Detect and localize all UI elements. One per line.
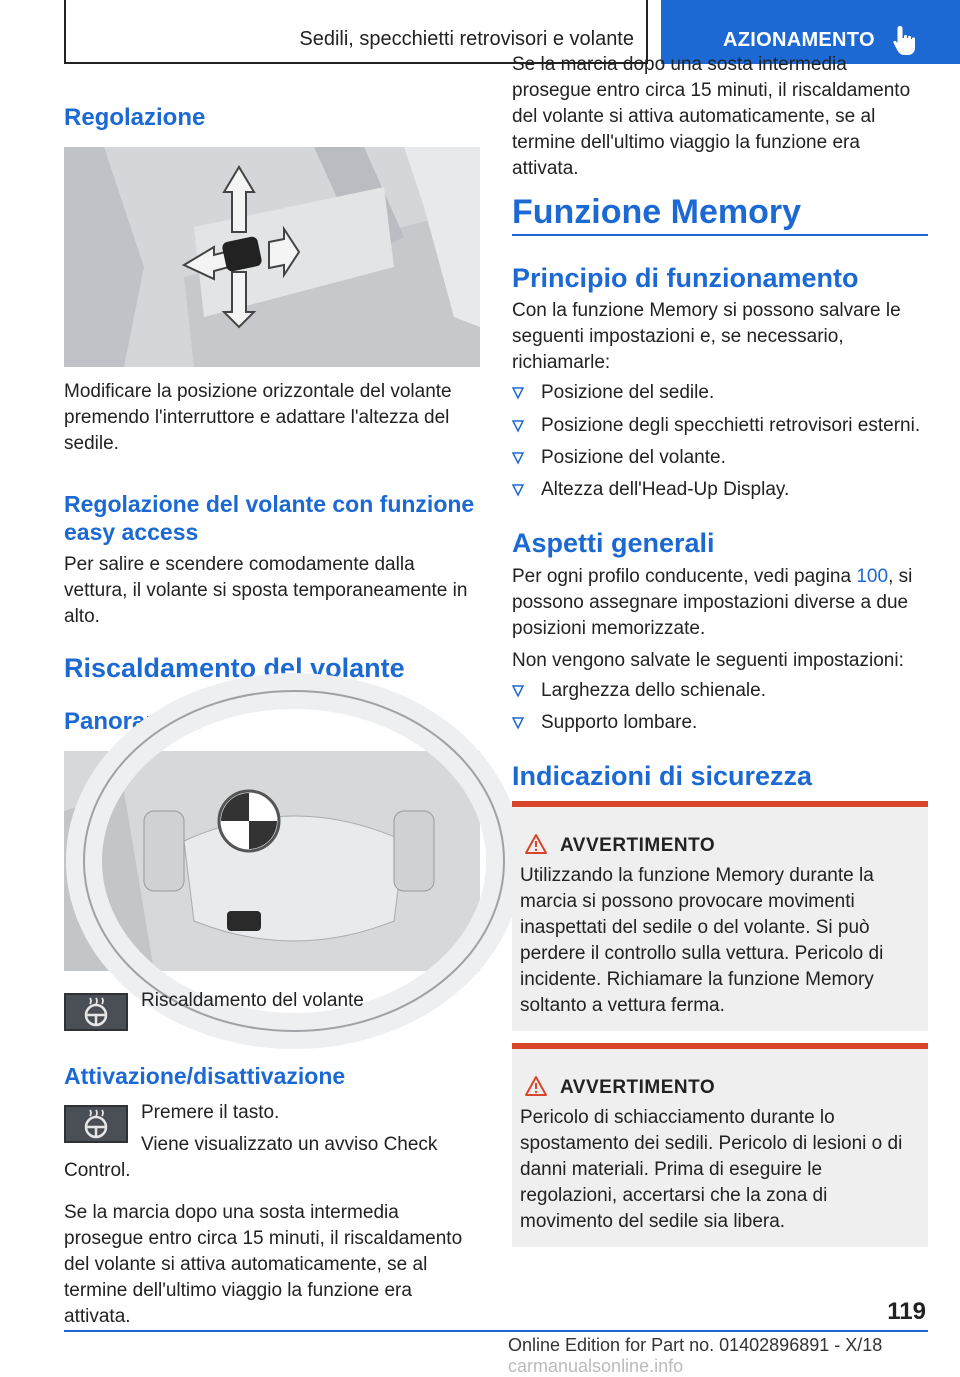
easy-access-heading: Regolazione del volante con funzione easy access: [64, 491, 475, 545]
not-saved-text: Non vengono salvate le seguenti impostazioni:: [512, 650, 904, 671]
general-heading: Aspetti generali: [512, 528, 715, 558]
warning-triangle-icon: [524, 1075, 548, 1097]
check-control-text: Viene visualizzato un avviso Check Control.: [64, 1134, 438, 1181]
header-chapter-label: AZIONAMENTO: [723, 29, 875, 51]
memory-heading-rule: [512, 234, 928, 236]
regolazione-heading: Regolazione: [64, 104, 206, 131]
triangle-bullet-icon: [512, 452, 524, 464]
steering-wheel-illustration: [64, 751, 480, 971]
safety-heading: Indicazioni di sicurezza: [512, 761, 813, 791]
steering-column-adjust-switch-illustration: [64, 147, 480, 367]
triangle-bullet-icon: [512, 420, 524, 432]
overview-heading: Panoramica: [64, 708, 201, 735]
warning-text: Utilizzando la funzione Memory durante la marcia si possono provocare movimenti inaspettati del sedile o del volante. Si può perdere il controllo sulla vettura. Pericolo di incidente. Richiamare la funzione Memory soltanto a vettura ferma.: [520, 865, 884, 1016]
regolazione-text: Modificare la posizione orizzontale del volante premendo l'interruttore e adattare l'altezza del sedile.: [64, 381, 452, 454]
triangle-bullet-icon: [512, 717, 524, 729]
warning-box: [512, 1043, 928, 1247]
warning-title: AVVERTIMENTO: [560, 1077, 716, 1098]
footer-rule: [64, 1330, 928, 1332]
triangle-bullet-icon: [512, 685, 524, 697]
triangle-bullet-icon: [512, 387, 524, 399]
resume-text-overflow: Se la marcia dopo una sosta intermedia prosegue entro circa 15 minuti, il riscaldamento del volante si attiva automaticamente, se al termine dell'ultimo viaggio la funzione era attivata.: [512, 54, 911, 179]
warning-text: Pericolo di schiacciamento durante lo spostamento dei sedili. Pericolo di lesioni o di danni materiali. Prima di eseguire le regolazioni, accertarsi che la zona di movimento del sedile sia libera.: [520, 1107, 903, 1232]
warning-title: AVVERTIMENTO: [560, 835, 716, 856]
page-number: 119: [887, 1298, 926, 1325]
memory-heading: Funzione Memory: [512, 193, 802, 231]
footer-edition: Online Edition for Part no. 01402896891 - X/18 carmanualsonline.info: [508, 1335, 883, 1376]
resume-text-continued: [512, 54, 928, 179]
easy-access-text: Per salire e scendere comodamente dalla vettura, il volante si sposta temporaneamente in alto.: [64, 554, 468, 627]
press-text: Premere il tasto.: [141, 1102, 280, 1123]
steering-wheel-heating-icon: [64, 993, 128, 1031]
page-link[interactable]: 100: [856, 566, 889, 587]
resume-text: Se la marcia dopo una sosta intermedia prosegue entro circa 15 minuti, il riscaldamento del volante si attiva automaticamente, se al termine dell'ultimo viaggio la funzione era attivata.: [64, 1202, 463, 1327]
heat-button-label: Riscaldamento del volante: [141, 990, 364, 1011]
footer-watermark: carmanualsonline.info: [508, 1356, 684, 1376]
principle-heading: Principio di funzionamento: [512, 263, 859, 293]
principle-text: Con la funzione Memory si possono salvare le seguenti impostazioni e, se necessario, richiamarle:: [512, 300, 901, 373]
activation-heading: Attivazione/disattivazione: [64, 1063, 346, 1089]
warning-box: [512, 801, 928, 1031]
header-section-title: Sedili, specchietti retrovisori e volante: [299, 28, 634, 50]
heating-heading: Riscaldamento del volante: [64, 653, 405, 683]
general-text: Per ogni profilo conducente, vedi pagina 100, si possono assegnare impostazioni diverse a due posizioni memorizzate.: [512, 566, 913, 639]
triangle-bullet-icon: [512, 484, 524, 496]
warning-triangle-icon: [524, 833, 548, 855]
